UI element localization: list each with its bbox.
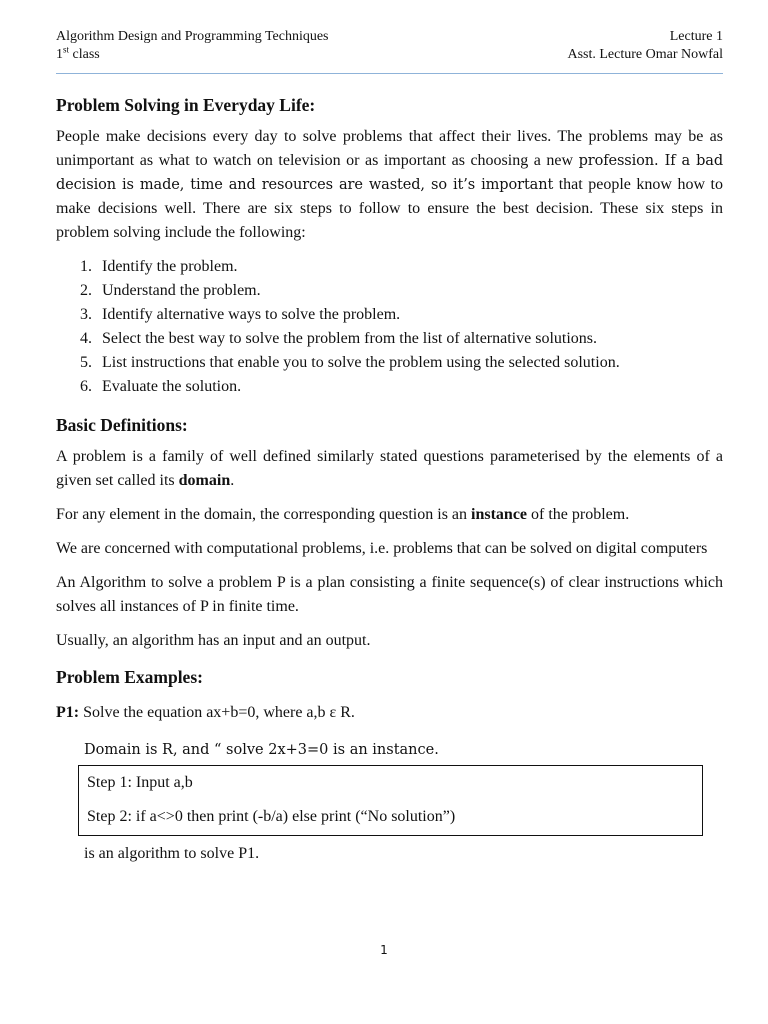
definition-instance: For any element in the domain, the corresponding question is an instance of the problem. <box>56 506 630 523</box>
course-title: Algorithm Design and Programming Techniques <box>56 29 329 44</box>
intro-paragraph: People make decisions every day to solve problems that affect their lives. The problems may be as unimportant as what to watch on television or as important as choosing a new profession. If a bad decision is made, time and resources are wasted, so it’s important that people know how to make decisions well. There are six steps to follow to ensure the best decision. These six steps in problem solving include the following: <box>56 128 723 241</box>
header-divider <box>56 73 723 74</box>
section-heading-problem-solving: Problem Solving in Everyday Life: <box>56 95 316 115</box>
definition-algorithm: An Algorithm to solve a problem P is a plan consisting a finite sequence(s) of clear instructions which solves all instances of P in finite time. <box>56 574 723 615</box>
definition-problem: A problem is a family of well defined similarly stated questions parameterised by the elements of a given set called its domain. <box>56 448 723 489</box>
problem-solving-steps-list <box>56 255 723 399</box>
algorithm-step: Step 1: Input a,b <box>87 774 193 791</box>
list-item: 6. Evaluate the solution. <box>80 378 242 395</box>
lecture-number: Lecture 1 <box>669 29 723 44</box>
list-item: 5. List instructions that enable you to solve the problem using the selected solution. <box>80 354 620 371</box>
page-content <box>56 93 723 866</box>
class-ordinal-suffix: st <box>63 44 70 55</box>
list-item: 2. Understand the problem. <box>80 282 261 299</box>
algorithm-step: Step 2: if a<>0 then print (-b/a) else print (“No solution”) <box>87 808 456 825</box>
page-header <box>56 28 723 64</box>
domain-instance-line: Domain is R, and “ solve 2x+3=0 is an instance. <box>84 742 439 758</box>
list-item: 3. Identify alternative ways to solve the problem. <box>80 306 401 323</box>
section-heading-basic-definitions: Basic Definitions: <box>56 415 188 435</box>
page-number: 1 <box>380 943 388 957</box>
algorithm-caption: is an algorithm to solve P1. <box>84 845 260 862</box>
list-item: 4. Select the best way to solve the problem from the list of alternative solutions. <box>80 330 597 347</box>
definition-input-output: Usually, an algorithm has an input and an output. <box>56 632 371 649</box>
example-p1: P1: Solve the equation ax+b=0, where a,b ε R. <box>56 704 355 721</box>
section-heading-problem-examples: Problem Examples: <box>56 667 203 687</box>
definition-computational: We are concerned with computational problems, i.e. problems that can be solved on digital computers <box>56 540 708 557</box>
list-item: 1. Identify the problem. <box>80 258 238 275</box>
algorithm-box <box>78 765 703 836</box>
class-label: 1st class <box>56 44 100 62</box>
lecturer-name: Asst. Lecture Omar Nowfal <box>567 47 723 62</box>
